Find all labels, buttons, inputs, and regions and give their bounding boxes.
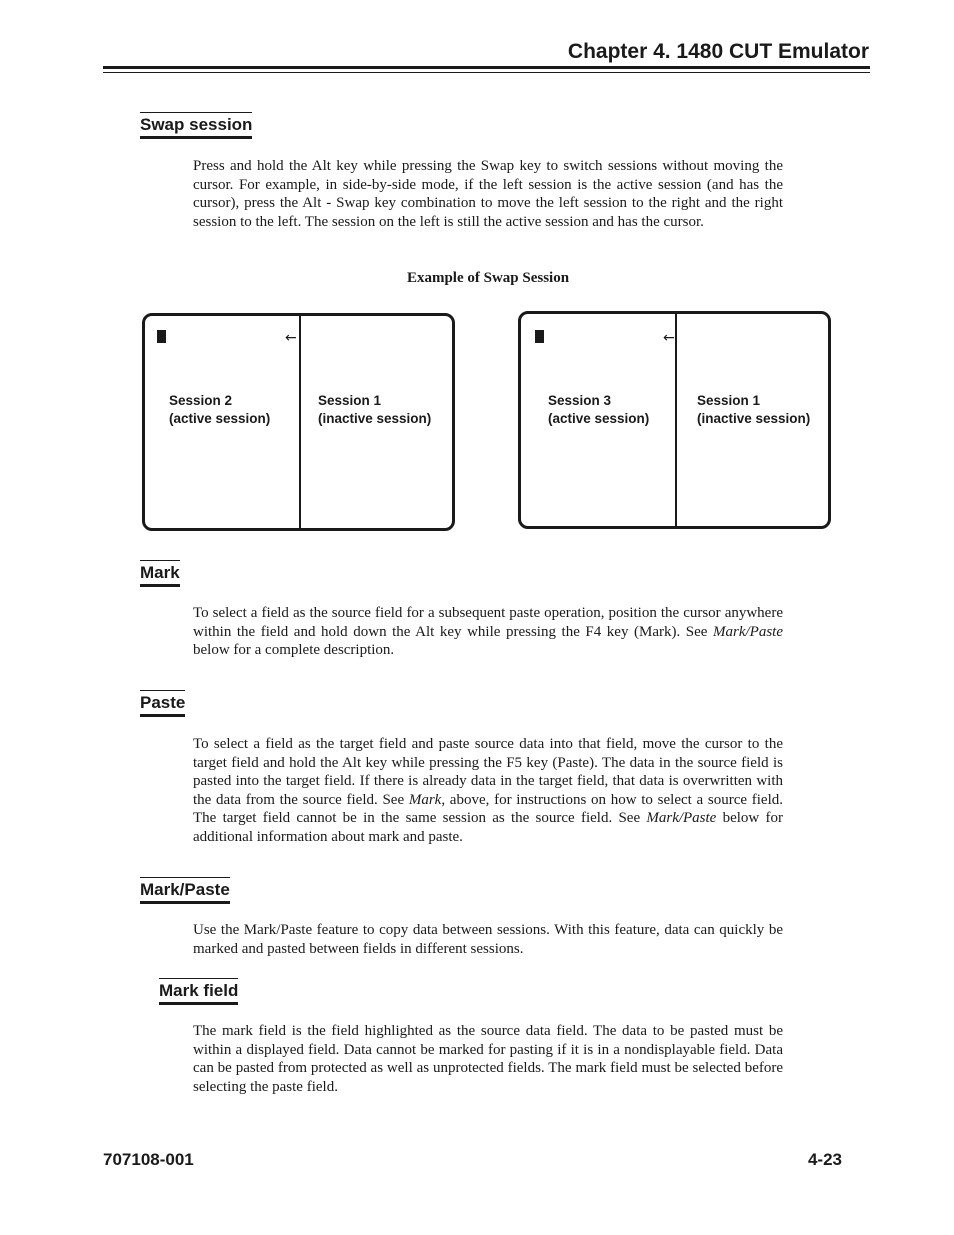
- left-arrow-icon: ←: [285, 330, 297, 346]
- left-session-label: Session 2 (active session): [169, 393, 271, 426]
- mark-paragraph: To select a field as the source field for a subsequent paste operation, position the cursor anywhere within the field and hold down the Alt key while pressing the F4 key (Mark). See Mark/Paste below for a complete description.: [193, 605, 783, 659]
- left-arrow-icon: ←: [663, 330, 675, 346]
- header-rule: [103, 66, 870, 69]
- cursor-block: [157, 330, 166, 343]
- session-divider: [299, 316, 301, 528]
- screen-before-swap: [142, 313, 455, 531]
- mark-field-paragraph: The mark field is the field highlighted as the source data field. The data to be pasted must be within a displayed field. Data cannot be marked for pasting if it is in a nondisplayable field. Data can be pasted from protected as well as unprotected fields. The mark field must be selected before selecting the paste field.: [193, 1023, 783, 1095]
- figure-caption: Example of Swap Session: [406, 270, 570, 286]
- heading-mark-paste: Mark/Paste: [140, 877, 230, 904]
- left-session-label: Session 3 (active session): [548, 393, 650, 426]
- swap-session-paragraph: Press and hold the Alt key while pressing the Swap key to switch sessions without moving the cursor. For example, in side-by-side mode, if the left session is the active session (and has the cursor), press the Alt - Swap key combination to move the left session to the right and the right session to the left. The session on the left is still the active session and has the cursor.: [193, 158, 783, 230]
- heading-swap-session: Swap session: [140, 112, 252, 139]
- page-number: 4-23: [807, 1150, 842, 1169]
- cursor-block: [535, 330, 544, 343]
- chapter-title: Chapter 4. 1480 CUT Emulator: [567, 40, 869, 63]
- heading-mark-field: Mark field: [159, 978, 238, 1005]
- right-session-label: Session 1 (inactive session): [697, 393, 811, 426]
- heading-paste: Paste: [140, 690, 185, 717]
- document-number: 707108-001: [103, 1150, 194, 1169]
- header-rule-thin: [103, 72, 870, 73]
- mark-paste-paragraph: Use the Mark/Paste feature to copy data between sessions. With this feature, data can quickly be marked and pasted between fields in different sessions.: [193, 922, 783, 957]
- right-session-label: Session 1 (inactive session): [318, 393, 432, 426]
- screen-after-swap: [518, 311, 831, 529]
- heading-mark: Mark: [140, 560, 180, 587]
- session-divider: [675, 314, 677, 526]
- paste-paragraph: To select a field as the target field and paste source data into that field, move the cursor to the target field and hold the Alt key while pressing the F5 key (Paste). The data in the source field is pasted into the target field. If there is already data in the target field, that data is overwritten with the data from the source field. See Mark, above, for instructions on how to select a source field. The target field cannot be in the same session as the source field. See Mark/Paste below for additional information about mark and paste.: [193, 736, 783, 845]
